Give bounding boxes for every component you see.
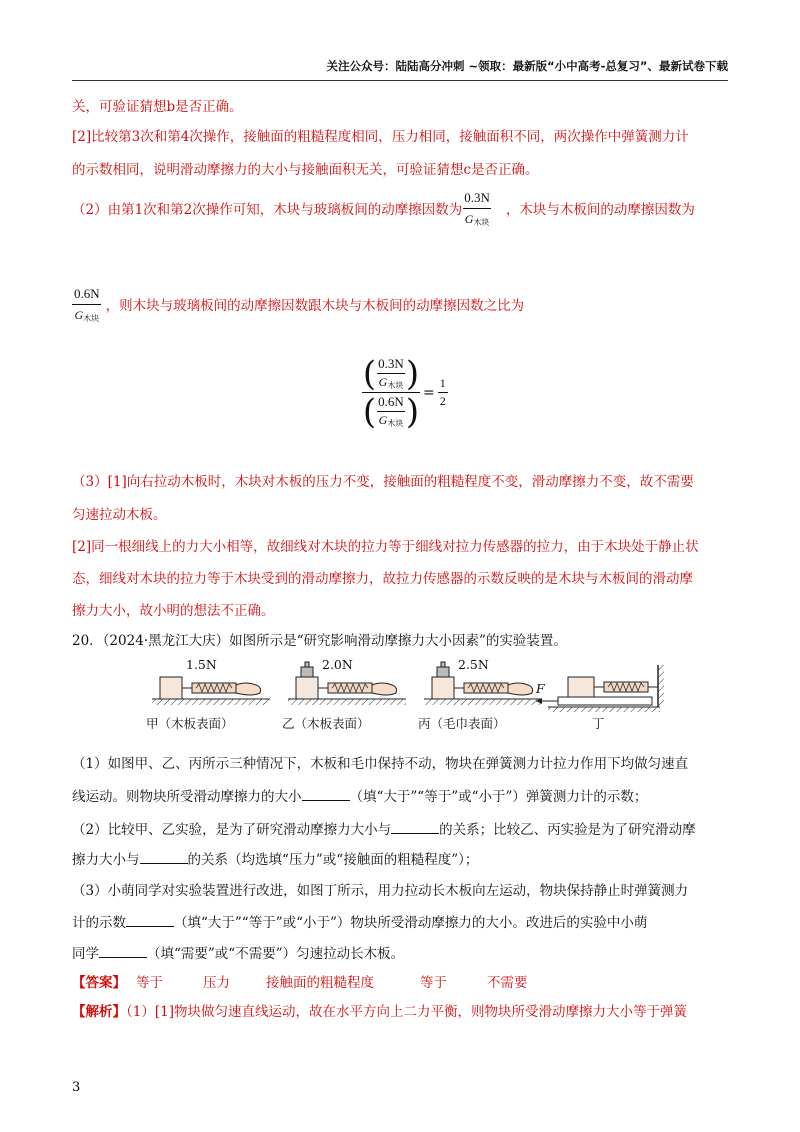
answer-blank bbox=[99, 945, 147, 958]
force-label: F bbox=[536, 681, 545, 696]
text-line-with-blank bbox=[72, 821, 696, 839]
block bbox=[160, 677, 182, 699]
caption-yi: 乙（木板表面） bbox=[282, 716, 370, 731]
board-surface bbox=[288, 699, 406, 705]
text-line-with-blank bbox=[72, 788, 647, 806]
text-line: 擦力大小，故小明的想法不正确。 bbox=[72, 603, 275, 619]
answer-blank bbox=[126, 914, 174, 927]
ground-hatch bbox=[548, 707, 660, 712]
text-segment: 擦力大小与 bbox=[72, 852, 140, 868]
fraction-denominator bbox=[72, 304, 101, 328]
paren-right: ) bbox=[405, 353, 420, 394]
paren-right: ) bbox=[405, 391, 420, 432]
answer-item: 不需要 bbox=[487, 975, 528, 991]
fraction-denominator bbox=[377, 411, 406, 429]
wall-hatch bbox=[658, 665, 664, 707]
text-line: （3）小萌同学对实验装置进行改进，如图丁所示，用力拉动长木板向左运动，物块保持静止时弹簧测力 bbox=[72, 883, 689, 899]
text-line-with-fraction bbox=[72, 190, 695, 230]
text-segment: （2）由第1次和第2次操作可知，木块与玻璃板间的动摩擦因数为 bbox=[72, 202, 463, 218]
text-line: [2]同一根细线上的力大小相等，故细线对木块的拉力等于细线对拉力传感器的拉力，由于木块处于静止状 bbox=[72, 539, 699, 555]
fraction-numerator: 0.6N bbox=[378, 394, 404, 409]
block bbox=[568, 677, 594, 697]
text-segment: 线运动。则物块所受滑动摩擦力的大小 bbox=[72, 789, 302, 805]
inner-fraction bbox=[376, 356, 406, 391]
symbol-g: G bbox=[464, 211, 474, 226]
fraction-glass bbox=[462, 189, 492, 232]
symbol-g: G bbox=[74, 307, 84, 322]
symbol-g: G bbox=[378, 413, 388, 427]
fraction-half bbox=[438, 376, 448, 409]
weight bbox=[301, 667, 313, 677]
text-segment: （填“大于”“等于”或“小于”）弹簧测力计的示数； bbox=[349, 789, 648, 805]
fraction-denominator bbox=[463, 208, 492, 232]
answer-item: 等于 bbox=[420, 975, 447, 991]
text-segment: （2）比较甲、乙实验，是为了研究滑动摩擦力大小与 bbox=[72, 822, 392, 838]
reading-jia: 1.5N bbox=[186, 657, 217, 672]
towel-surface bbox=[424, 699, 542, 705]
inner-fraction bbox=[376, 394, 406, 429]
block bbox=[432, 677, 454, 699]
text-line-with-fraction bbox=[72, 284, 524, 328]
big-fraction bbox=[362, 353, 420, 432]
caption-jia: 甲（木板表面） bbox=[146, 716, 234, 731]
paren-left: ( bbox=[362, 391, 377, 432]
text-segment: ，木块与木板间的动摩擦因数为 bbox=[505, 202, 695, 218]
fraction-wood bbox=[72, 285, 102, 328]
text-line: （3）[1]向右拉动木板时，木块对木板的压力不变，接触面的粗糙程度不变，滑动摩擦力不变，故不需要 bbox=[72, 474, 694, 490]
weight bbox=[437, 667, 449, 677]
weight-hook bbox=[441, 662, 445, 667]
text-segment: ，则木块与玻璃板间的动摩擦因数跟木块与木板间的动摩擦因数之比为 bbox=[105, 298, 525, 314]
caption-ding: 丁 bbox=[592, 716, 605, 731]
text-line: 的示数相同，说明滑动摩擦力的大小与接触面积无关，可验证猜想c是否正确。 bbox=[72, 162, 539, 178]
text-segment: 计的示数 bbox=[72, 915, 126, 931]
fraction-numerator: 0.6N bbox=[74, 285, 100, 301]
board-surface bbox=[152, 699, 270, 705]
caption-bing: 丙（毛巾表面） bbox=[418, 716, 506, 731]
text-segment: 的关系（均选填“压力”或“接触面的粗糙程度”）； bbox=[187, 852, 479, 868]
big-fraction-top bbox=[362, 353, 420, 394]
answer-tag: 【答案】 bbox=[72, 975, 126, 991]
header-rule bbox=[72, 80, 728, 81]
hand bbox=[508, 683, 533, 695]
text-segment: 的关系；比较乙、丙实验是为了研究滑动摩 bbox=[439, 822, 696, 838]
answer-line bbox=[72, 974, 528, 992]
subscript: 木块 bbox=[387, 381, 404, 390]
fraction-denominator bbox=[377, 373, 406, 391]
text-line-with-blank bbox=[72, 914, 647, 932]
paren-left: ( bbox=[362, 353, 377, 394]
hand bbox=[372, 683, 397, 695]
setup-jia bbox=[152, 677, 270, 705]
fraction-numerator: 1 bbox=[439, 376, 446, 390]
reading-yi: 2.0N bbox=[322, 657, 353, 672]
weight-hook bbox=[305, 662, 309, 667]
analysis-line bbox=[72, 1003, 687, 1021]
answer-blank bbox=[140, 851, 188, 864]
text-line-with-blank bbox=[72, 851, 478, 869]
long-board bbox=[558, 697, 652, 705]
page-number: 3 bbox=[72, 1080, 81, 1095]
fraction-numerator: 0.3N bbox=[464, 189, 490, 205]
ratio-equation bbox=[362, 353, 448, 432]
analysis-text: （1）[1]物块做匀速直线运动，故在水平方向上二力平衡，则物块所受滑动摩擦力大小等于弹簧 bbox=[126, 1004, 687, 1020]
text-segment: 同学 bbox=[72, 946, 99, 962]
text-segment: （填“需要”或“不需要”）匀速拉动长木板。 bbox=[147, 946, 405, 962]
subscript: 木块 bbox=[83, 313, 100, 323]
answer-item: 等于 bbox=[136, 975, 163, 991]
equals-sign: = bbox=[423, 384, 435, 401]
text-line: （1）如图甲、乙、丙所示三种情况下，木板和毛巾保持不动，物块在弹簧测力计拉力作用下均做匀速直 bbox=[72, 756, 689, 772]
text-segment: （填“大于”“等于”或“小于”）物块所受滑动摩擦力的大小。改进后的实验中小萌 bbox=[174, 915, 648, 931]
answer-blank bbox=[391, 821, 439, 834]
setup-ding bbox=[536, 665, 664, 712]
block bbox=[296, 677, 318, 699]
subscript: 木块 bbox=[473, 217, 490, 227]
analysis-tag: 【解析】 bbox=[72, 1004, 126, 1020]
text-line: 态，细线对木块的拉力等于木块受到的滑动摩擦力，故拉力传感器的示数反映的是木块与木板间的滑动摩 bbox=[72, 571, 693, 587]
answer-item: 压力 bbox=[203, 975, 230, 991]
big-fraction-bottom bbox=[362, 391, 420, 432]
fraction-denominator: 2 bbox=[439, 394, 446, 408]
hand bbox=[236, 683, 261, 695]
text-line: [2]比较第3次和第4次操作，接触面的粗糙程度相同，压力相同，接触面积不同，两次操作中弹簧测力计 bbox=[72, 129, 689, 145]
symbol-g: G bbox=[378, 375, 388, 389]
answer-item: 接触面的粗糙程度 bbox=[266, 975, 374, 991]
text-line-with-blank bbox=[72, 945, 404, 963]
subscript: 木块 bbox=[387, 419, 404, 428]
question-title: 20．（2024·黑龙江大庆）如图所示是“研究影响滑动摩擦力大小因素”的实验装置。 bbox=[72, 633, 567, 649]
answer-blank bbox=[302, 788, 350, 801]
fraction-numerator: 0.3N bbox=[378, 356, 404, 371]
text-line: 匀速拉动木板。 bbox=[72, 507, 167, 523]
text-line: 关，可验证猜想b是否正确。 bbox=[72, 99, 243, 115]
page-header: 关注公众号：陆陆高分冲刺 ~领取：最新版“小中高考-总复习”、最新试卷下载 bbox=[326, 59, 728, 73]
reading-bing: 2.5N bbox=[458, 657, 489, 672]
